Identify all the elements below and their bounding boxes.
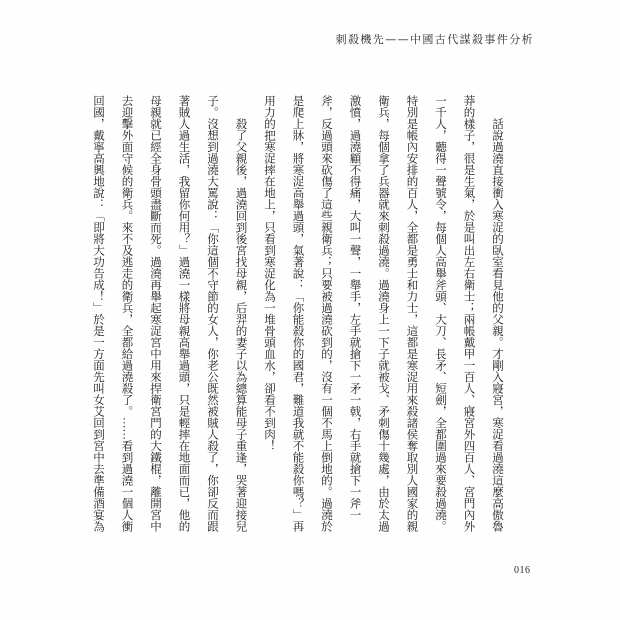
text-column: 用力的把寒浞摔在地上，只看到寒浞化為一堆骨頭血水，卻看不到肉！ [263, 95, 275, 452]
text-column: 殺了父親後，過澆回到後宮找母親，后羿的妻子以為總算能母子重逢，哭著迎接兒 [234, 118, 247, 532]
text-column: 子。沒想到過澆大罵說：「你這個不守節的女人，你老公既然被賊人殺了，你卻反而跟 [206, 95, 218, 532]
text-column: 話說過澆直接衝入寒浞的臥室看見他的父親。才剛入寢宮，寒浞看過澆這麼高傲魯 [491, 118, 503, 532]
text-column: 去迎擊外面守候的衛兵。來不及逃走的衛兵，全都給過澆殺了。……看到過澆一個人衝 [120, 95, 133, 532]
text-column: 衛兵，每個拿了兵器就來刺殺過澆。過澆身上一下子就被戈、矛刺傷十幾處，由於太過 [377, 95, 389, 532]
page-number: 016 [514, 565, 531, 576]
text-column: 特別是帳內安排的百人，全都是勇士和力士，這都是寒浞用來殺諸侯奪取別人國家的親 [405, 95, 418, 532]
vertical-body-text [84, 95, 512, 537]
running-header: 刺殺機先——中國古代謀殺事件分析 [335, 33, 534, 46]
text-column: 母親就已經全身骨頭盡斷而死。過澆再舉起寒浞宮中用來捍衛宮門的大鐵棍，離開宮中 [149, 95, 161, 532]
text-column: 激憤，過澆顧不得痛，大叫一聲，一舉手，左手就搶下一矛一戟，右手就搶下一斧一 [348, 95, 361, 521]
text-column: 回國，戴寧高興地說：「即將大功告成！」於是一方面先叫女艾回到宮中去準備酒宴為 [92, 95, 104, 532]
text-column: 一千人，聽得一聲號令，每個人高舉斧頭、大刀、長矛、短劍，全都圍過來要殺過澆。 [434, 95, 446, 532]
text-column: 斧，反過頭來砍傷了這些親衛兵；只要被過澆砍到的，沒有一個不馬上倒地的。過澆於 [320, 95, 332, 532]
text-column: 莽的樣子，很是生氣，於是叫出左右衛士；兩帳戴甲一百人、寢宮外四百人、宮門內外 [462, 95, 475, 532]
text-column: 著賊人過生活，我留你何用？」過澆一樣將母親高舉過頭，只是輕摔在地面而已，他的 [177, 95, 190, 532]
text-column: 是爬上牀，將寒浞高舉過頭，氣著說：「你能殺你的國君，難道我就不能殺你嗎？」再 [291, 95, 304, 532]
